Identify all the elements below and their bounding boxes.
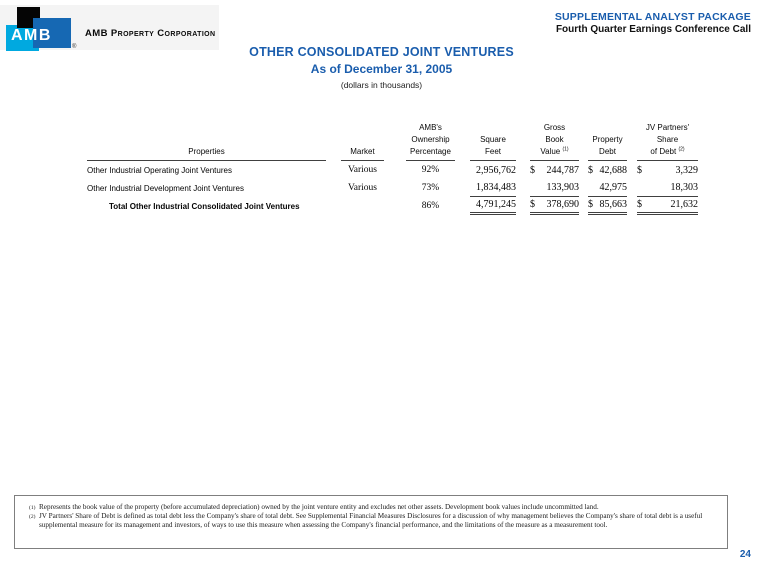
page-subtitle-date: As of December 31, 2005	[310, 62, 453, 76]
package-header	[555, 11, 751, 35]
dollar-sign: $	[637, 164, 642, 176]
dollar-sign: $	[530, 199, 535, 210]
jv-share-total-cell	[637, 197, 698, 215]
header-label	[540, 146, 568, 158]
property-debt-total-cell	[588, 197, 627, 215]
book-value-cell	[530, 161, 579, 179]
table-row-total	[87, 197, 701, 215]
header-label: Market	[350, 147, 375, 156]
title-block	[0, 45, 763, 90]
dollar-sign: $	[530, 164, 535, 176]
ownership-cell: 73%	[421, 183, 440, 193]
footnote-2	[23, 512, 717, 530]
table-row-operating-jv	[87, 161, 701, 179]
logo-wordmark: AMB	[11, 27, 52, 44]
column-header-ownership	[406, 123, 455, 161]
package-title: SUPPLEMENTAL ANALYST PACKAGE	[554, 11, 751, 23]
header-label: Book	[545, 135, 564, 144]
header-label: Properties	[188, 147, 225, 156]
header-label: AMB's	[419, 123, 442, 132]
header-label: Square	[480, 135, 506, 144]
footnotes-box	[14, 495, 728, 549]
column-header-properties	[87, 123, 326, 161]
dollar-sign: $	[588, 199, 593, 210]
column-header-jv-partners-share	[637, 123, 698, 161]
joint-ventures-table	[87, 123, 701, 215]
header-label-text: of Debt	[650, 147, 677, 156]
header-label	[650, 146, 684, 158]
square-feet-cell: 2,956,762	[476, 164, 516, 176]
company-name: AMB Property Corporation	[85, 28, 216, 39]
footnote-marker: (2)	[29, 513, 36, 520]
book-value-total-cell	[530, 197, 579, 215]
header-label: Ownership	[411, 135, 450, 144]
header-label: Share	[656, 135, 679, 144]
table-row-development-jv	[87, 179, 701, 197]
logo-strip	[0, 5, 219, 50]
column-header-property-debt	[588, 123, 627, 161]
amount: 244,787	[546, 164, 579, 176]
page-number: 24	[739, 549, 751, 560]
amount: 42,688	[599, 164, 627, 176]
dollar-sign: $	[588, 164, 593, 176]
ownership-total-cell: 86%	[421, 201, 440, 211]
header-label-text: Value	[540, 147, 561, 156]
market-cell-empty	[341, 197, 384, 215]
footnote-marker: (1)	[29, 504, 36, 511]
column-header-market	[341, 123, 384, 161]
page-title: OTHER CONSOLIDATED JOINT VENTURES	[249, 45, 514, 59]
square-feet-cell: 1,834,483	[470, 179, 516, 197]
square-feet-total-cell: 4,791,245	[470, 197, 516, 215]
book-value-cell: 133,903	[530, 179, 579, 197]
header-label: Feet	[484, 147, 501, 156]
footnote-ref-2: (2)	[678, 146, 685, 153]
footnote-text: Represents the book value of the property (before accumulated depreciation) owned by the joint venture entity and excludes net other assets. Development book values include uncommitted land.	[39, 503, 599, 511]
amount: 378,690	[546, 199, 579, 210]
property-debt-cell: 42,975	[588, 179, 627, 197]
footnote-ref-1: (1)	[562, 146, 569, 153]
market-cell: Various	[347, 183, 378, 193]
header-label: Debt	[599, 147, 616, 156]
jv-share-cell: 18,303	[637, 179, 698, 197]
header-label: Gross	[543, 123, 566, 132]
property-name: Other Industrial Operating Joint Ventures	[87, 165, 232, 175]
column-header-square-feet	[470, 123, 516, 161]
amount: 21,632	[670, 199, 698, 210]
footnote-text: JV Partners' Share of Debt is defined as total debt less the Company's share of total debt. See Supplemental Financial Measures Disclosures for a discussion of why management believes the Company's share of total debt is a useful supplemental measure for its management and investors, of ways to use this measure when assessing the Company's financial performance, and the limitations of the measure as a measurement tool.	[39, 512, 703, 530]
header-label: Percentage	[410, 147, 451, 156]
registered-trademark-icon: ®	[72, 44, 77, 50]
amount: 3,329	[675, 164, 698, 176]
property-name: Other Industrial Development Joint Ventures	[87, 183, 244, 193]
total-label: Total Other Industrial Consolidated Joint Ventures	[109, 201, 300, 211]
property-debt-cell	[588, 161, 627, 179]
ownership-cell: 92%	[421, 165, 440, 175]
header-label: JV Partners'	[645, 123, 690, 132]
footnote-1	[23, 503, 717, 512]
header-label: Property	[592, 135, 623, 144]
column-header-gross-book-value	[530, 123, 579, 161]
market-cell: Various	[347, 165, 378, 175]
table-header-row	[87, 123, 701, 161]
amb-logo	[6, 5, 80, 50]
dollar-sign: $	[637, 199, 642, 210]
package-subtitle: Fourth Quarter Earnings Conference Call	[555, 24, 751, 35]
jv-share-cell	[637, 161, 698, 179]
amount: 85,663	[599, 199, 627, 210]
units-note: (dollars in thousands)	[340, 80, 423, 90]
